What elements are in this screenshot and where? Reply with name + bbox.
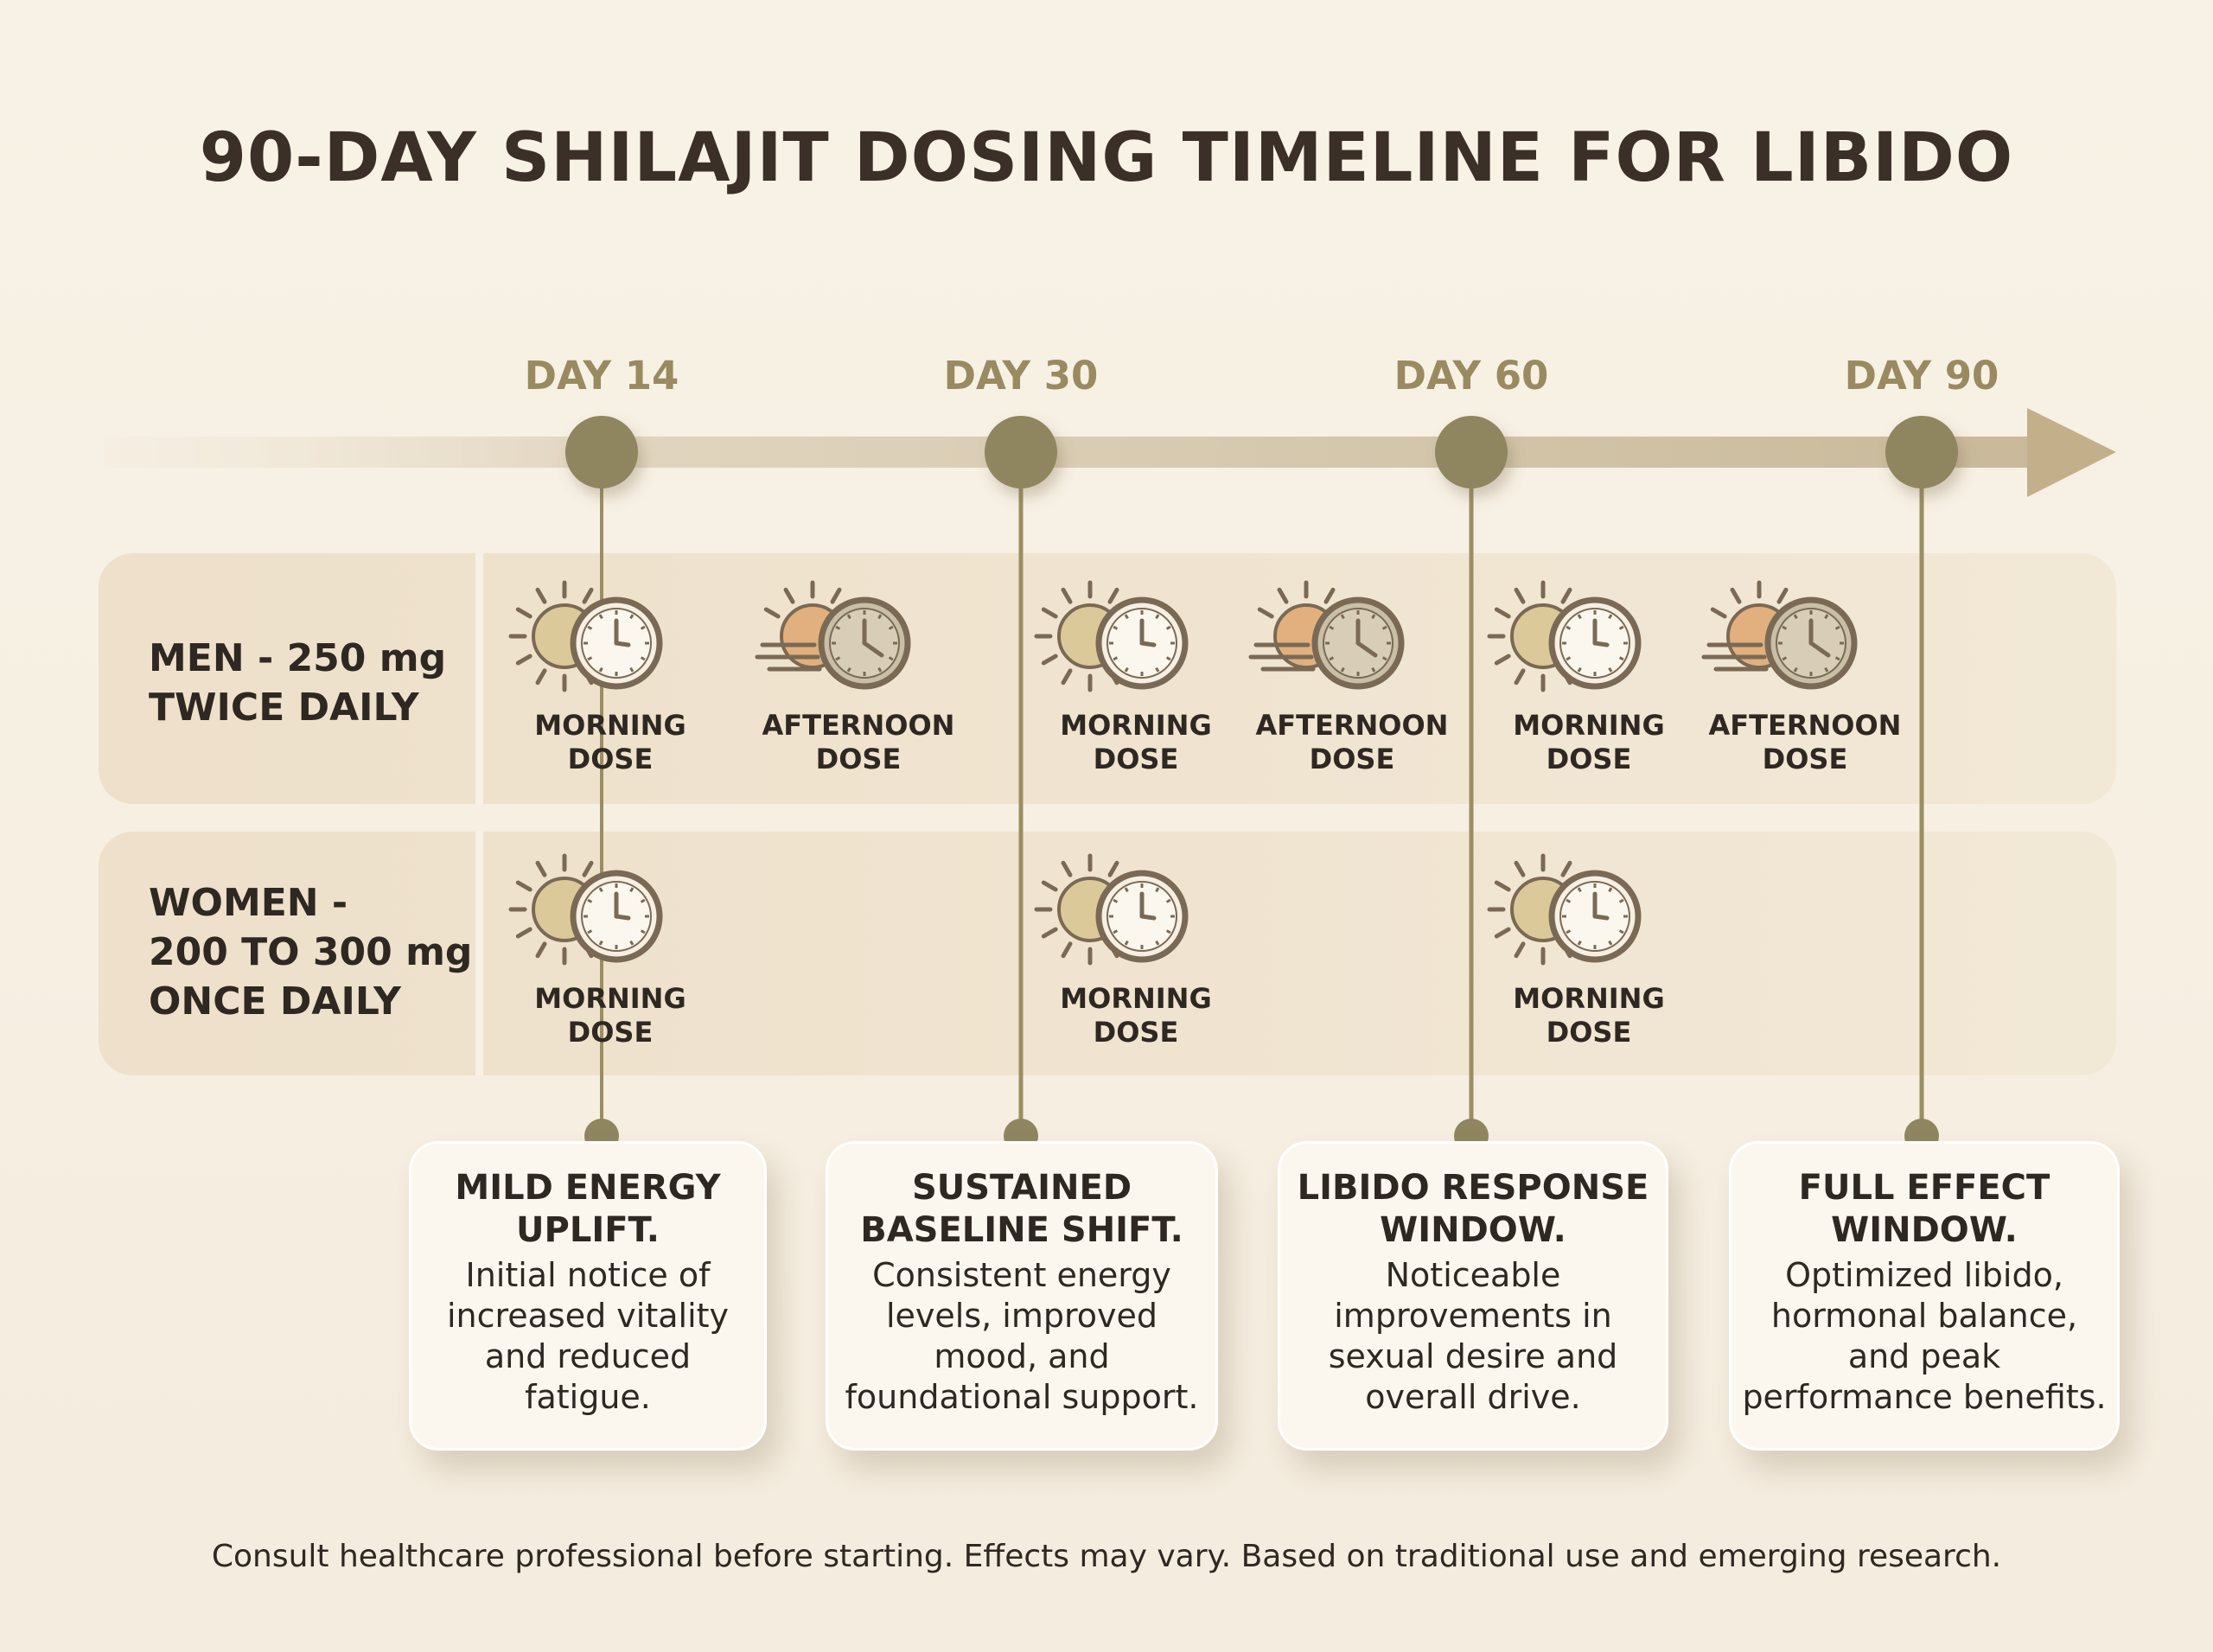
men-dose-2	[750, 574, 966, 790]
milestone-card-3	[1278, 1141, 1668, 1451]
card-body: Consistent energy levels, improved mood, and foundational support.	[845, 1256, 1199, 1416]
milestone-label-day-14: DAY 14	[524, 353, 679, 399]
men-dose-6	[1697, 574, 1913, 790]
women-dose-2	[1028, 847, 1244, 1063]
milestone-node-1	[565, 416, 638, 488]
milestone-card-2	[826, 1141, 1218, 1451]
card-body: Optimized libido, hormonal balance, and peak performance benefits.	[1742, 1256, 2107, 1416]
dose-label: MORNING DOSE	[1060, 709, 1212, 775]
card-body: Initial notice of increased vitality and reduced fatigue.	[446, 1256, 730, 1416]
card-title: SUSTAINED BASELINE SHIFT.	[860, 1168, 1183, 1250]
milestone-label-day-90: DAY 90	[1844, 353, 1999, 399]
page-title: 90-DAY SHILAJIT DOSING TIMELINE FOR LIBIDO	[199, 119, 2014, 197]
card-title: MILD ENERGY UPLIFT.	[455, 1168, 721, 1250]
milestone-node-4	[1885, 416, 1958, 488]
men-dose-1	[502, 574, 718, 790]
dose-label: MORNING DOSE	[1513, 982, 1665, 1049]
dose-label: MORNING DOSE	[534, 709, 686, 775]
milestone-node-2	[985, 416, 1057, 488]
men-dose-3	[1028, 574, 1244, 790]
card-title: FULL EFFECT WINDOW.	[1798, 1168, 2050, 1250]
dose-label: AFTERNOON DOSE	[1255, 709, 1449, 775]
milestone-node-3	[1435, 416, 1508, 488]
milestone-card-4	[1729, 1141, 2120, 1451]
dose-label: MORNING DOSE	[534, 982, 686, 1049]
women-dose-3	[1481, 847, 1697, 1063]
women-row-label: WOMEN - 200 TO 300 mg ONCE DAILY	[149, 881, 473, 1024]
men-dose-4	[1244, 574, 1460, 790]
dose-label: AFTERNOON DOSE	[762, 709, 955, 775]
card-title: LIBIDO RESPONSE WINDOW.	[1297, 1168, 1649, 1250]
women-dose-1	[502, 847, 718, 1063]
card-body: Noticeable improvements in sexual desire and overall drive.	[1328, 1256, 1618, 1416]
dose-label: MORNING DOSE	[1060, 982, 1212, 1049]
disclaimer-footnote: Consult healthcare professional before starting. Effects may vary. Based on traditional use and emerging research.	[211, 1539, 2002, 1574]
milestone-label-day-60: DAY 60	[1393, 353, 1549, 399]
dose-label: AFTERNOON DOSE	[1708, 709, 1902, 775]
dose-label: MORNING DOSE	[1513, 709, 1665, 775]
men-row-label: MEN - 250 mg TWICE DAILY	[149, 636, 447, 730]
milestone-card-1	[409, 1141, 767, 1451]
men-dose-5	[1481, 574, 1697, 790]
milestone-label-day-30: DAY 30	[943, 353, 1099, 399]
